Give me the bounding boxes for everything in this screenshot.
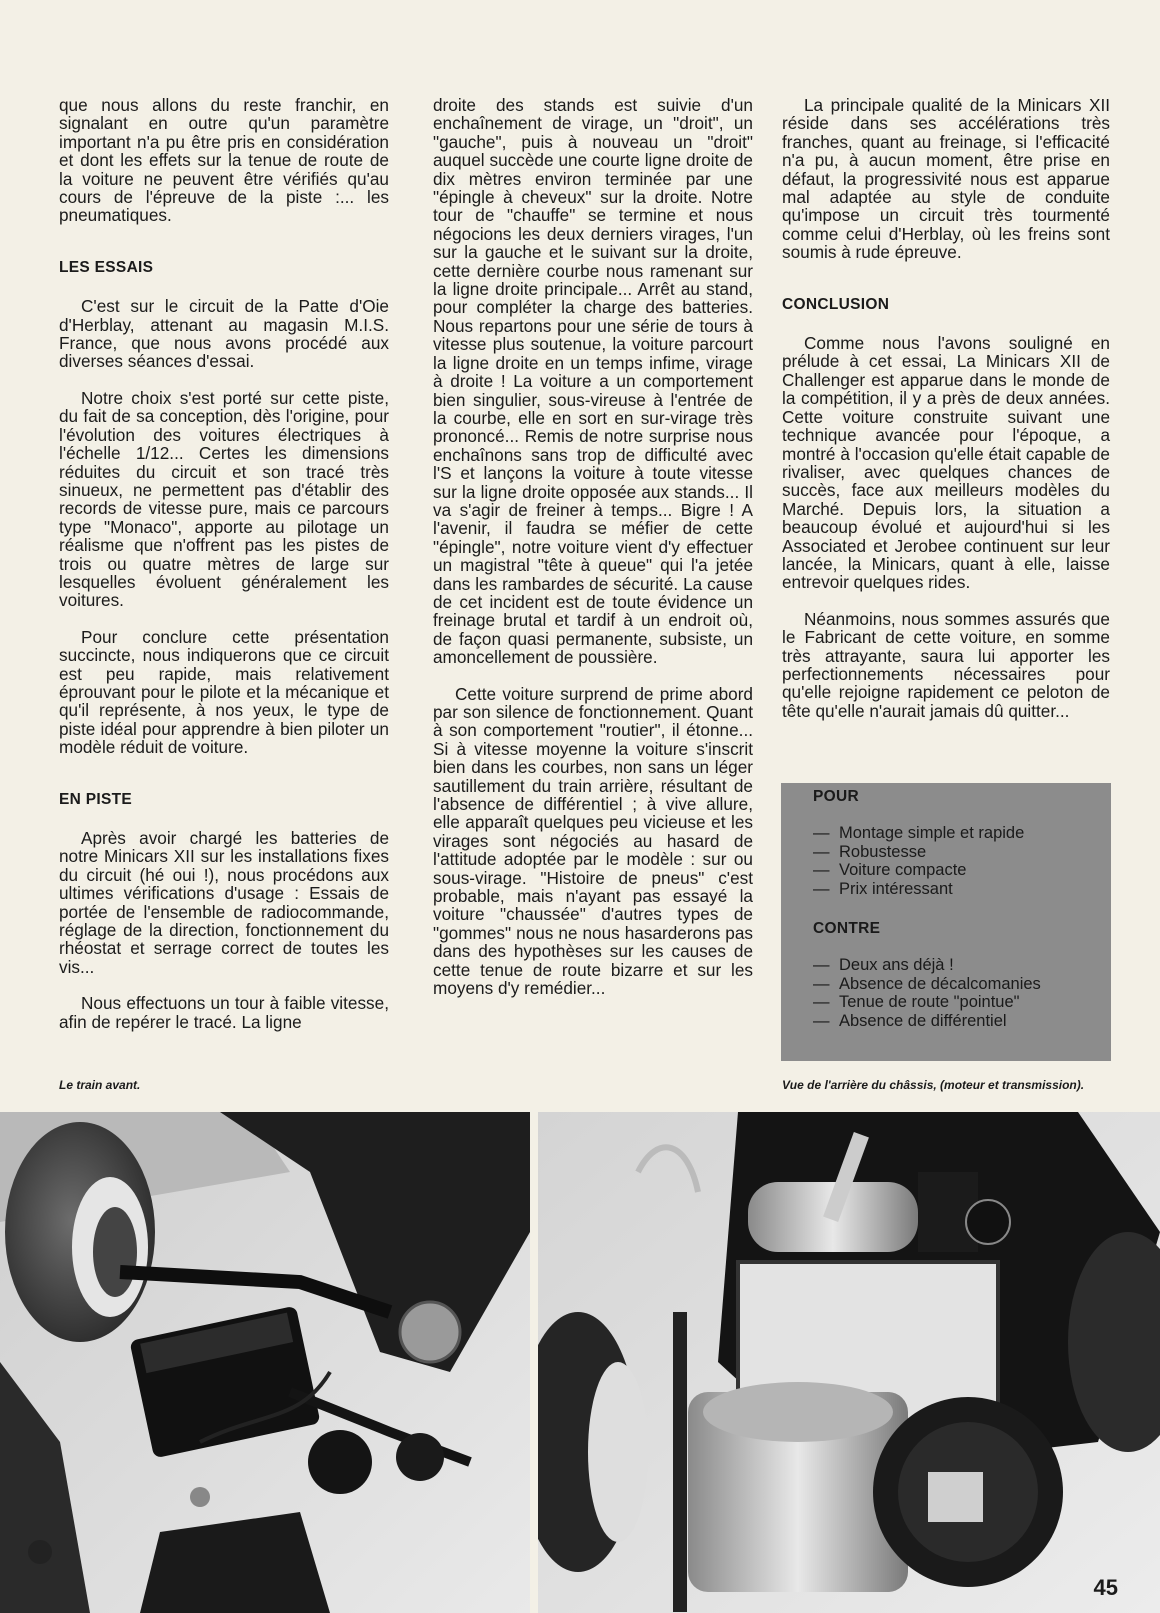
- list-item: — Tenue de route "pointue": [813, 993, 1111, 1011]
- contre-list: [813, 956, 1111, 1030]
- list-item: — Deux ans déjà !: [813, 956, 1111, 974]
- column-right: [782, 96, 1110, 738]
- page-number: 45: [1093, 1575, 1118, 1600]
- list-item: — Absence de différentiel: [813, 1012, 1111, 1030]
- paragraph: que nous allons du reste franchir, en signalant en outre qu'un paramètre important n'a pu être pris en considération et dont les effets sur la tenue de route de la voiture ne peuvent être vérifiés qu'au cours de l'épreuve de la piste :... les pneumatiques.: [59, 95, 389, 226]
- column-left: [59, 96, 389, 1049]
- pour-list: [813, 824, 1111, 898]
- list-item: — Robustesse: [813, 843, 1111, 861]
- paragraph: Nous effectuons un tour à faible vitesse, afin de repérer le tracé. La ligne: [59, 993, 389, 1032]
- paragraph: C'est sur le circuit de la Patte d'Oie d'Herblay, attenant au magasin M.I.S. France, que nous avons procédé aux diverses séances d'essai.: [59, 296, 389, 372]
- list-item: — Absence de décalcomanies: [813, 975, 1111, 993]
- section-heading-essais: LES ESSAIS: [59, 258, 154, 276]
- column-middle: [433, 96, 753, 1016]
- list-item: — Montage simple et rapide: [813, 824, 1111, 842]
- paragraph: droite des stands est suivie d'un enchaînement de virage, un "droit", un "gauche", puis à nouveau un "droit" auquel succède une courte ligne droite de dix mètres environ terminée par une "épingle à cheveux" sur la droite. Notre tour de "chauffe" se termine et nous négocions les deux derniers virages, l'un sur la gauche et le suivant sur la droite, cette dernière courbe nous ramenant sur la ligne droite principale... Arrêt au stand, pour compléter la charge des batteries. Nous repartons pour une série de tours à vitesse plus soutenue, la voiture parcourt la ligne droite en un temps infime, virage à droite ! La voiture a un comportement bien singulier, sous-vireuse à l'entrée de la courbe, elle en sort en sur-virage très prononcé... Remis de notre surprise nous enchaînons sans trop de difficulté avec l'S et lançons la voiture à toute vitesse sur la ligne droite opposée aux stands... Il va s'agir de freiner à temps... Bigre ! A l'avenir, il faudra se méfier de cette "épingle", notre voiture vient d'y effectuer un magistral "tête à queue" qui l'a jetée dans les rambardes de sécurité. La cause de cet incident est de toute évidence un freinage brutal et tardif à un endroit où, de façon quasi permanente, subsiste, un amoncellement de poussière.: [433, 95, 753, 668]
- pour-heading: POUR: [813, 788, 859, 805]
- paragraph: Comme nous l'avons souligné en prélude à cet essai, La Minicars XII de Challenger est apparue dans le monde de la compétition, il y a près de deux années. Cette voiture construite suivant une technique avancée pour l'époque, a montré à l'occasion qu'elle était capable de rivaliser, avec quelques chances de succès, face aux meilleurs modèles du Marché. Depuis lors, la situation a beaucoup évolué et aujourd'hui si les Associated et Jerobee continuent sur leur lancée, la Minicars, quant à elle, laisse entrevoir quelques rides.: [782, 333, 1110, 593]
- photo-caption-right: Vue de l'arrière du châssis, (moteur et transmission).: [782, 1078, 1085, 1092]
- paragraph: Notre choix s'est porté sur cette piste, du fait de sa conception, dès l'origine, pour l'évolution des voitures électriques à l'échelle 1/12... Certes les dimensions réduites du circuit et son tracé très sinueux, ne permettent pas d'établir des records de vitesse pure, mais ce parcours type "Monaco", apporte au pilotage un réalisme que n'offrent pas les pistes de trois ou quatre mètres de large sur lesquelles évoluent généralement les voitures.: [59, 387, 389, 611]
- contre-heading: CONTRE: [813, 920, 881, 938]
- photo-front-train-image: [0, 1112, 530, 1613]
- section-heading-en-piste: EN PISTE: [59, 790, 133, 808]
- paragraph: La principale qualité de la Minicars XII réside dans ses accélérations très franches, quant au freinage, si l'efficacité n'a pu, à aucun moment, être prise en défaut, la progressivité nous est apparue mal adaptée au style de conduite qu'impose un circuit très tourmenté comme celui d'Herblay, où les freins sont soumis à rude épreuve.: [782, 95, 1110, 263]
- section-heading-conclusion: CONCLUSION: [782, 295, 890, 313]
- pour-contre-box: [781, 783, 1111, 1061]
- photo-rear-chassis-image: [538, 1112, 1160, 1613]
- paragraph: Néanmoins, nous sommes assurés que le Fabricant de cette voiture, en somme très attrayante, saura lui apporter les perfectionnements nécessaires pour qu'elle rejoigne rapidement ce peloton de tête qu'elle n'aurait jamais dû quitter...: [782, 608, 1110, 721]
- paragraph: Pour conclure cette présentation succincte, nous indiquerons que ce circuit est peu rapide, mais relativement éprouvant pour le pilote et la mécanique et qu'il représente, à nos yeux, le type de piste idéal pour apprendre à bien piloter un modèle réduit de voiture.: [59, 626, 389, 758]
- list-item: — Voiture compacte: [813, 861, 1111, 879]
- photo-caption-left: Le train avant.: [59, 1078, 141, 1092]
- paragraph: Après avoir chargé les batteries de notre Minicars XII sur les installations fixes du circuit (hé oui !), nous procédons aux ultimes vérifications d'usage : Essais de portée de l'ensemble de radiocommande, réglage de la direction, fonctionnement du rhéostat et serrage correct de toutes les vis...: [59, 828, 389, 977]
- paragraph: Cette voiture surprend de prime abord par son silence de fonctionnement. Quant à son comportement "routier", il étonne... Si à vitesse moyenne la voiture s'inscrit bien dans les courbes, non sans un léger sautillement du train arrière, résultant de l'absence de différentiel ; à vive allure, elle apparaît quelques peu vicieuse et les virages sont négociés au hasard de l'attitude adoptée par le modèle : sur ou sous-virage. "Histoire de pneus" c'est probable, mais n'ayant pas essayé la voiture "chaussée" d'autres types de "gommes" nous ne nous hasarderons pas dans des hypothèses sur les causes de cette tenue de route bizarre et sur les moyens d'y remédier...: [433, 683, 753, 999]
- list-item: — Prix intéressant: [813, 880, 1111, 898]
- photo-front-train: [0, 1112, 530, 1613]
- photo-rear-chassis: [538, 1112, 1160, 1613]
